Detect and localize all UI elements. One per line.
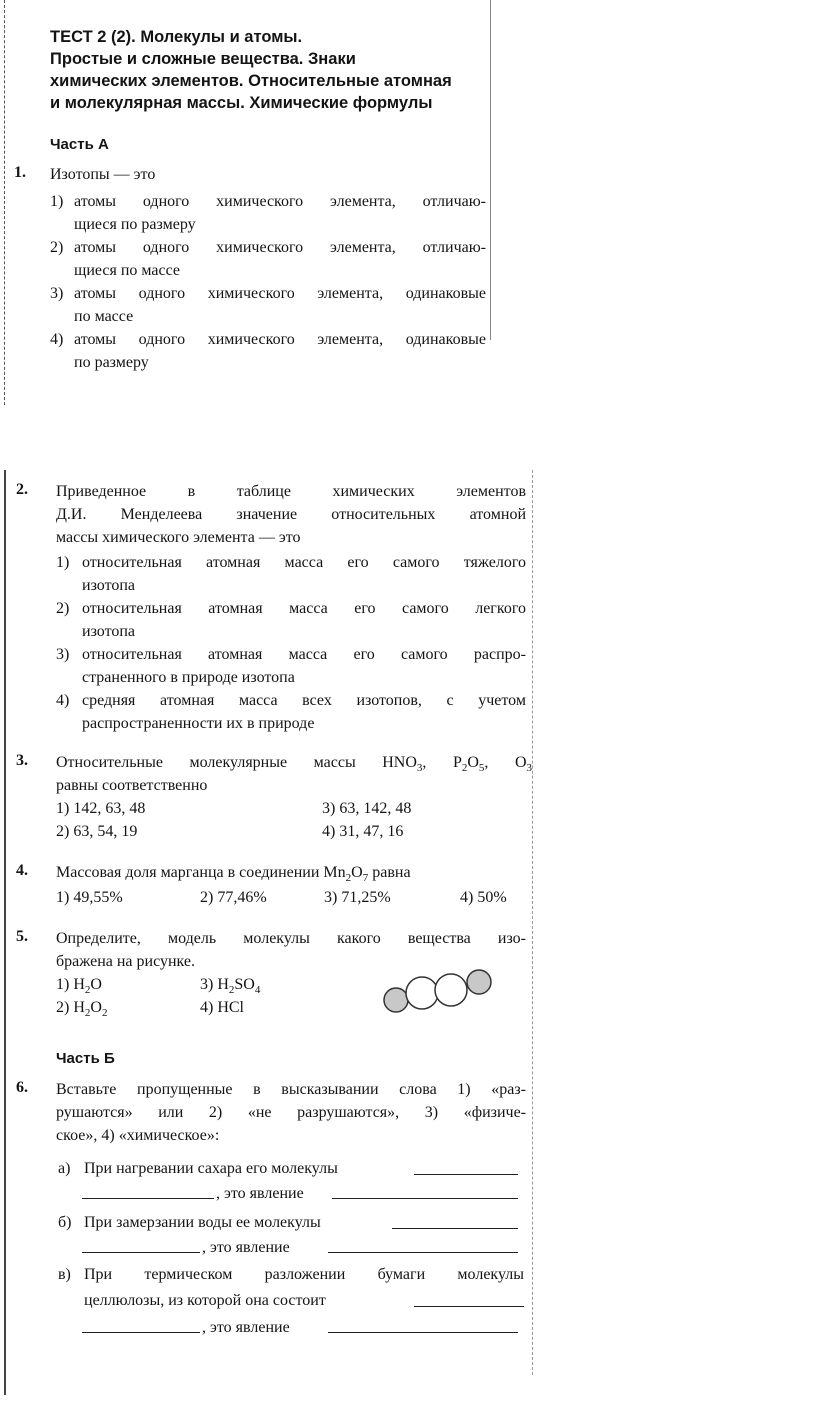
- question-2: [56, 480, 526, 735]
- option-text: атомы одного химического элемента, одинаковые: [74, 285, 486, 302]
- option-text: страненного в природе изотопа: [82, 669, 295, 686]
- option: 3) $H_2SO_4$: [200, 976, 261, 997]
- option-number: 4): [50, 331, 64, 348]
- option-text: щиеся по размеру: [74, 216, 196, 233]
- atom-large-right: [435, 974, 467, 1006]
- option: 2) 77,46%: [200, 889, 267, 906]
- answer-blank[interactable]: [414, 1292, 524, 1307]
- option: 3) 63, 142, 48: [322, 800, 412, 817]
- title-line: ТЕСТ 2 (2). Молекулы и атомы.: [50, 28, 303, 46]
- option-number: 3): [56, 646, 70, 663]
- option-text: атомы одного химического элемента, отличаю-: [74, 239, 486, 256]
- right-margin-dashed-line: [532, 470, 533, 1375]
- question-6: [56, 1078, 526, 1147]
- question-3-stem: Относительные молекулярные массы $HNO_3$, $P_2O_5$, $O_3$: [56, 754, 532, 775]
- question-2-stem: Д.И. Менделеева значение относительных атомной: [56, 506, 526, 523]
- question-2-stem: Приведенное в таблице химических элементов: [56, 483, 526, 500]
- option: [56, 643, 526, 689]
- atom-small-right: [467, 970, 491, 994]
- option: [56, 551, 526, 597]
- question-3: [56, 751, 532, 797]
- atom-small-left: [384, 988, 408, 1012]
- question-number: 4.: [16, 862, 28, 879]
- option: 2) $H_2O_2$: [56, 999, 108, 1020]
- question-5-stem: Определите, модель молекулы какого вещества изо-: [56, 930, 526, 947]
- question-6-stem: рушаются» или 2) «не разрушаются», 3) «физиче-: [56, 1104, 526, 1121]
- part-a-heading: Часть А: [50, 136, 109, 153]
- title-line: химических элементов. Относительные атомная: [50, 72, 452, 90]
- item-text: , это явление: [216, 1185, 304, 1202]
- option: [50, 190, 486, 236]
- question-number: 2.: [16, 481, 28, 498]
- item-text: При термическом разложении бумаги молекулы: [84, 1266, 524, 1283]
- option-text: щиеся по массе: [74, 262, 181, 279]
- option-text: по массе: [74, 308, 134, 325]
- question-6-stem: Вставьте пропущенные в высказывании слова 1) «раз-: [56, 1081, 526, 1098]
- molecule-model-image: [378, 966, 496, 1018]
- test-title: [50, 26, 490, 114]
- question-number: 6.: [16, 1079, 28, 1096]
- title-line: Простые и сложные вещества. Знаки: [50, 50, 356, 68]
- item-letter: в): [58, 1266, 71, 1283]
- option: [50, 282, 486, 328]
- option-text: атомы одного химического элемента, отличаю-: [74, 193, 486, 210]
- question-5-stem: бражена на рисунке.: [56, 953, 196, 970]
- option-text: относительная атомная масса его самого распро-: [82, 646, 526, 663]
- item-text: , это явление: [202, 1319, 290, 1336]
- option-number: 2): [56, 600, 70, 617]
- question-1-stem: Изотопы — это: [50, 166, 156, 183]
- option-text: средняя атомная масса всех изотопов, с учетом: [82, 692, 526, 709]
- answer-blank[interactable]: [82, 1318, 200, 1333]
- item-letter: а): [58, 1160, 71, 1177]
- answer-blank[interactable]: [414, 1160, 518, 1175]
- option: 4) 31, 47, 16: [322, 823, 404, 840]
- option: 2) 63, 54, 19: [56, 823, 138, 840]
- question-number: 5.: [16, 928, 28, 945]
- option: 1) $H_2O$: [56, 976, 102, 997]
- answer-blank[interactable]: [332, 1184, 518, 1199]
- option: 1) 142, 63, 48: [56, 800, 146, 817]
- question-4-stem: Массовая доля марганца в соединении $Mn_2O_7$ равна: [56, 864, 411, 885]
- option-text: распространенности их в природе: [82, 715, 315, 732]
- option: [50, 236, 486, 282]
- answer-blank[interactable]: [82, 1184, 214, 1199]
- question-6-stem: ское», 4) «химическое»:: [56, 1127, 220, 1144]
- atom-large-left: [406, 977, 438, 1009]
- question-number: 1.: [14, 164, 26, 181]
- left-margin-solid-line: [4, 470, 6, 1395]
- part-b-heading: Часть Б: [56, 1050, 115, 1067]
- answer-blank[interactable]: [392, 1214, 518, 1229]
- option: 1) 49,55%: [56, 889, 123, 906]
- option-text: изотопа: [82, 577, 136, 594]
- left-margin-dashed-line: [4, 0, 5, 405]
- option-text: относительная атомная масса его самого легкого: [82, 600, 526, 617]
- item-text: целлюлозы, из которой она состоит: [84, 1292, 326, 1309]
- item-text: При нагревании сахара его молекулы: [84, 1160, 338, 1177]
- option-text: относительная атомная масса его самого тяжелого: [82, 554, 526, 571]
- item-text: При замерзании воды ее молекулы: [84, 1214, 321, 1231]
- option: 4) HCl: [200, 999, 244, 1016]
- option-text: по размеру: [74, 354, 149, 371]
- option-number: 4): [56, 692, 70, 709]
- question-1-options: [50, 190, 486, 374]
- question-2-stem: массы химического элемента — это: [56, 529, 301, 546]
- option: 4) 50%: [460, 889, 507, 906]
- top-right-border-line: [490, 0, 491, 340]
- item-letter: б): [58, 1214, 72, 1231]
- option: 3) 71,25%: [324, 889, 391, 906]
- item-text: , это явление: [202, 1239, 290, 1256]
- option-number: 2): [50, 239, 64, 256]
- question-3-stem: равны соответственно: [56, 777, 208, 794]
- answer-blank[interactable]: [82, 1238, 200, 1253]
- question-number: 3.: [16, 752, 28, 769]
- option-number: 3): [50, 285, 64, 302]
- answer-blank[interactable]: [328, 1238, 518, 1253]
- answer-blank[interactable]: [328, 1318, 518, 1333]
- option-text: изотопа: [82, 623, 136, 640]
- option: [56, 689, 526, 735]
- option-text: атомы одного химического элемента, одинаковые: [74, 331, 486, 348]
- option-number: 1): [56, 554, 70, 571]
- option-number: 1): [50, 193, 64, 210]
- title-line: и молекулярная массы. Химические формулы: [50, 94, 433, 112]
- option: [56, 597, 526, 643]
- option: [50, 328, 486, 374]
